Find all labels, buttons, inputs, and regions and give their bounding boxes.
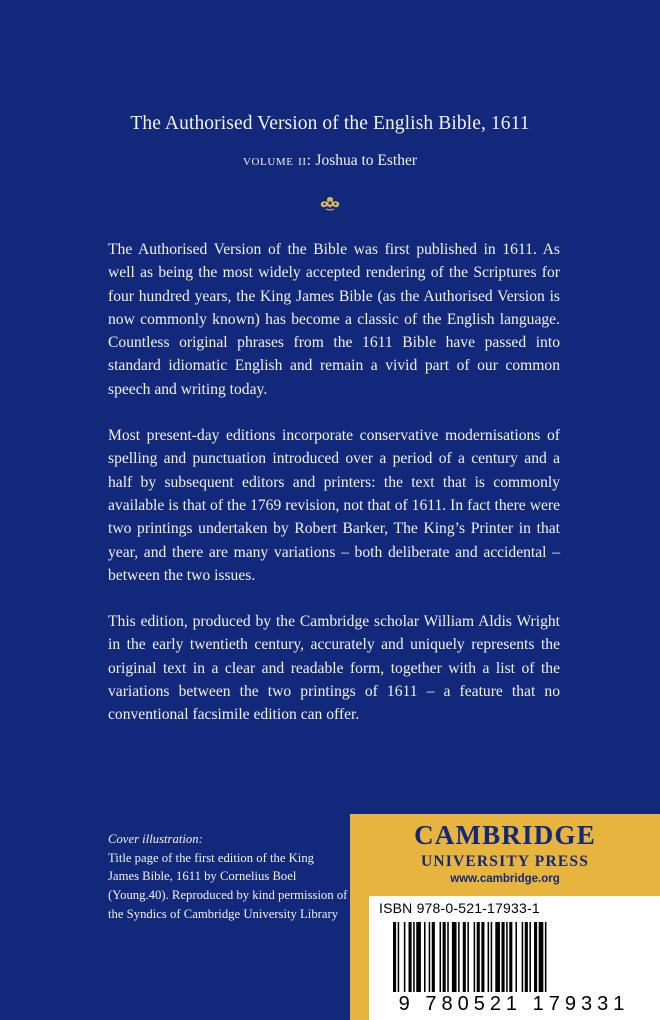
blurb-paragraph: Most present-day editions incorporate conservative modernisations of spelling and punctuation introduced over a period of a century and a half by subsequent editors and printers: the text that is commonly available is that of the 1769 revision, not that of 1611. In fact there were two printings undertaken by Robert Barker, The King’s Printer in that year, and there are many variations – both deliberate and accidental – between the two issues.: [108, 427, 560, 584]
publisher-press: UNIVERSITY PRESS: [420, 853, 590, 870]
caption-heading: Cover illustration:: [108, 832, 203, 846]
barcode-digits: 9 780521 179331: [398, 993, 630, 1015]
book-title: The Authorised Version of the English Bible, 1611: [130, 113, 530, 134]
barcode: [389, 922, 639, 992]
volume-label: volume ii:: [242, 152, 312, 169]
publisher-name: CAMBRIDGE: [414, 820, 596, 850]
blurb-text: [108, 238, 560, 750]
publisher-url: www.cambridge.org: [450, 873, 560, 885]
blurb-paragraph: This edition, produced by the Cambridge scholar William Aldis Wright in the early twentieth century, accurately and uniquely represents the original text in a clear and readable form, together with a list of the variations between the two printings of 1611 – a feature that no conventional facsimile edition can offer.: [108, 613, 560, 724]
volume-subtitle: [0, 152, 660, 170]
caption-text: Title page of the first edition of the King James Bible, 1611 by Cornelius Boel (Young.40). Reproduced by kind permission of the Syndics of Cambridge University Library: [108, 850, 348, 921]
fleuron-icon: [318, 195, 342, 211]
volume-range: Joshua to Esther: [315, 152, 418, 169]
cover-illustration-caption: [108, 830, 348, 924]
publisher-box: [350, 814, 660, 1020]
isbn-label: ISBN 978-0-521-17933-1: [379, 900, 540, 916]
blurb-paragraph: The Authorised Version of the Bible was first published in 1611. As well as being the most widely accepted rendering of the Scriptures for four hundred years, the King James Bible (as the Authorised Version is now commonly known) has become a classic of the English language. Countless original phrases from the 1611 Bible have passed into standard idiomatic English and remain a vivid part of our common speech and writing today.: [108, 241, 560, 398]
barcode-panel: [369, 896, 660, 1020]
